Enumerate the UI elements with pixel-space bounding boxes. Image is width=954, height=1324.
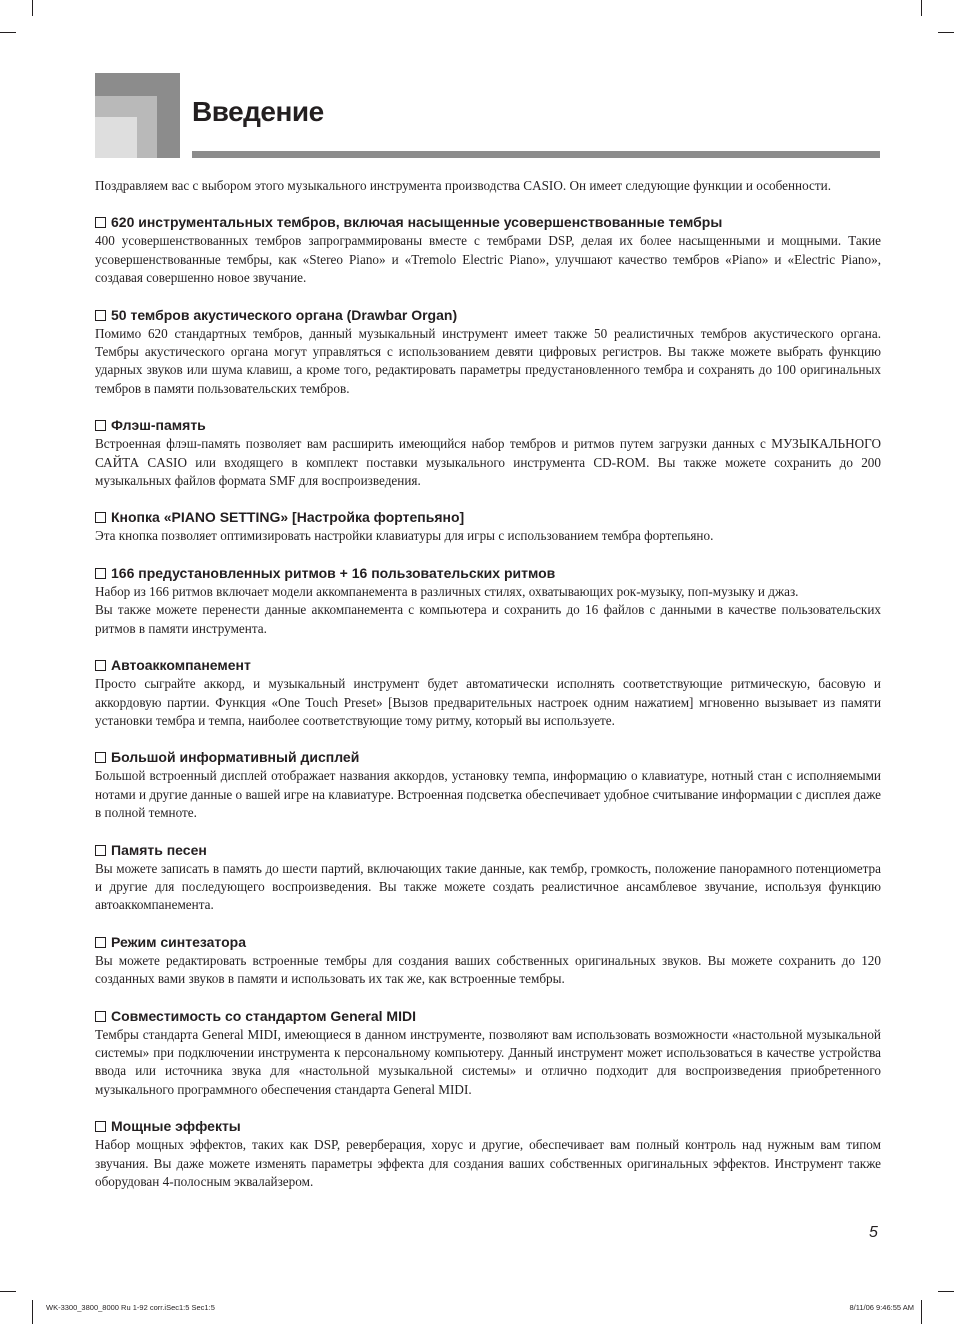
crop-mark	[921, 1300, 922, 1324]
checkbox-square-icon	[95, 845, 106, 856]
checkbox-square-icon	[95, 217, 106, 228]
feature-text: Просто сыграйте аккорд, и музыкальный инструмент будет автоматически исполнять соответствующие ритмическую, басовую и аккордовую партии. Функция «One Touch Preset» [Вызов предварительных настроек одним нажатием] мгновенно вызывает из памяти установки тембра и темпа, наиболее соответствующие тому ритму, который вы используете.	[95, 676, 881, 728]
feature-text: Вы можете редактировать встроенные тембры для создания ваших собственных оригинальных звуков. Вы можете сохранить до 120 созданных вами звуков в памяти и использовать их так же, как встроенные тембры.	[95, 952, 881, 987]
crop-mark	[938, 32, 954, 33]
feature-section	[95, 1007, 881, 1100]
checkbox-square-icon	[95, 310, 106, 321]
feature-heading	[95, 748, 881, 767]
crop-mark	[32, 0, 33, 16]
feature-heading	[95, 564, 881, 583]
footer-timestamp: 8/11/06 9:46:55 AM	[849, 1303, 914, 1312]
checkbox-square-icon	[95, 512, 106, 523]
feature-heading-text: 50 тембров акустического органа (Drawbar Organ)	[111, 306, 458, 323]
feature-text: 400 усовершенствованных тембров запрограммированы вместе с тембрами DSP, делая их более насыщенными и мощными. Такие усовершенствованные тембры, как «Stereo Piano» и «Tremolo Electric Piano», улучшают качество тембров «Piano» и «Electric Piano», создавая совершенно новое звучание.	[95, 233, 881, 286]
feature-section	[95, 1117, 881, 1191]
feature-section	[95, 564, 881, 638]
crop-mark	[32, 1300, 33, 1324]
feature-heading-text: Автоаккомпанемент	[111, 657, 251, 674]
feature-section	[95, 748, 881, 822]
checkbox-square-icon	[95, 660, 106, 671]
checkbox-square-icon	[95, 420, 106, 431]
crop-mark	[0, 1291, 16, 1292]
feature-text: Большой встроенный дисплей отображает названия аккордов, установку темпа, информацию о клавиатуре, нотный стан с исполняемыми нотами и другие данные о вашей игре на клавиатуре. Встроенная подсветка обеспечивает удобное считывание информации с дисплея даже в полной темноте.	[95, 768, 881, 821]
feature-text: Набор мощных эффектов, таких как DSP, реверберация, хорус и другие, обеспечивает вам полный контроль над нужным вам типом звучания. Вы даже можете изменять параметры эффекта для создания ваших собственных оригинальных эффектов. Инструмент также оборудован 4-полосным эквалайзером.	[95, 1137, 881, 1189]
feature-heading-text: Режим синтезатора	[111, 933, 246, 950]
feature-heading	[95, 416, 881, 435]
feature-heading	[95, 841, 881, 860]
feature-text: Тембры стандарта General MIDI, имеющиеся в данном инструменте, позволяют вам использовать возможности «настольной музыкальной системы» при подключении инструмента к персональному компьютеру. Данный инструмент может использоваться в качестве устройства ввода или источника звука для «настольной музыкальной системы» и отлично подходит для воспроизведения приобретенного музыкального программного обеспечения стандарта General MIDI.	[95, 1026, 881, 1097]
feature-heading-text: Большой информативный дисплей	[111, 749, 360, 766]
page-number: 5	[869, 1224, 878, 1241]
feature-section	[95, 841, 881, 915]
feature-heading	[95, 306, 881, 325]
feature-section	[95, 508, 881, 545]
feature-text: Вы также можете перенести данные аккомпанемента с компьютера и сохранить до 16 файлов с данными в качестве пользовательских ритмов в памяти инструмента.	[95, 602, 881, 636]
header-decoration	[95, 117, 137, 158]
crop-mark	[0, 32, 16, 33]
checkbox-square-icon	[95, 1121, 106, 1132]
feature-text: Встроенная флэш-память позволяет вам расширить имеющийся набор тембров и ритмов путем загрузки данных с МУЗЫКАЛЬНОГО САЙТА CASIO или входящего в комплект поставки музыкального инструмента CD-ROM. Вы также можете сохранить до 200 музыкальных файлов формата SMF для воспроизведения.	[95, 436, 881, 489]
checkbox-square-icon	[95, 937, 106, 948]
feature-text: Эта кнопка позволяет оптимизировать настройки клавиатуры для игры с использованием тембра фортепьяно.	[95, 528, 714, 544]
crop-mark	[938, 1291, 954, 1292]
feature-heading-text: Мощные эффекты	[111, 1118, 241, 1135]
feature-text: Помимо 620 стандартных тембров, данный музыкальный инструмент имеет также 50 реалистичных тембров акустического органа. Тембры акустического органа могут управляться с использованием девяти цифровых регистров. Вы также можете выбрать функцию ударных звуков или шума клавиш, а кроме того, редактировать параметры предустановленного тембра и сохранять до 100 оригинальных тембров в памяти пользовательских тембров.	[95, 325, 881, 396]
feature-text: Набор из 166 ритмов включает модели аккомпанемента в различных стилях, охватывающих рок-музыку, поп-музыку и джаз.	[95, 583, 799, 599]
crop-mark	[921, 0, 922, 16]
feature-heading	[95, 213, 881, 232]
feature-section	[95, 306, 881, 399]
page-title: Введение	[192, 96, 324, 127]
feature-section	[95, 416, 881, 490]
feature-heading	[95, 656, 881, 675]
feature-text: Вы можете записать в память до шести партий, включающих такие данные, как тембр, громкость, положение панорамного потенциометра и другие для последующего воспроизведения. Вы также можете создать реалистичное ансамблевое звучание, используя функцию автоаккомпанемента.	[95, 860, 881, 913]
feature-heading	[95, 1007, 881, 1026]
intro-paragraph: Поздравляем вас с выбором этого музыкального инструмента производства CASIO. Он имеет следующие функции и особенности.	[95, 178, 831, 193]
feature-section	[95, 213, 881, 287]
checkbox-square-icon	[95, 1011, 106, 1022]
feature-section	[95, 656, 881, 730]
feature-heading	[95, 1117, 881, 1136]
feature-heading	[95, 508, 881, 527]
title-rule	[192, 151, 880, 158]
feature-heading-text: 166 предустановленных ритмов + 16 пользовательских ритмов	[111, 564, 556, 581]
feature-heading-text: Совместимость со стандартом General MIDI	[111, 1007, 416, 1024]
feature-heading-text: Флэш-память	[111, 417, 206, 434]
feature-section	[95, 933, 881, 989]
checkbox-square-icon	[95, 568, 106, 579]
feature-heading-text: Кнопка «PIANO SETTING» [Настройка фортепьяно]	[111, 509, 465, 526]
feature-heading-text: 620 инструментальных тембров, включая насыщенные усовершенствованные тембры	[111, 214, 723, 231]
feature-heading-text: Память песен	[111, 841, 207, 858]
feature-heading	[95, 933, 881, 952]
checkbox-square-icon	[95, 752, 106, 763]
main-content	[95, 177, 881, 1209]
footer-slug: WK-3300_3800_8000 Ru 1-92 corr.iSec1:5 Sec1:5	[46, 1303, 215, 1312]
